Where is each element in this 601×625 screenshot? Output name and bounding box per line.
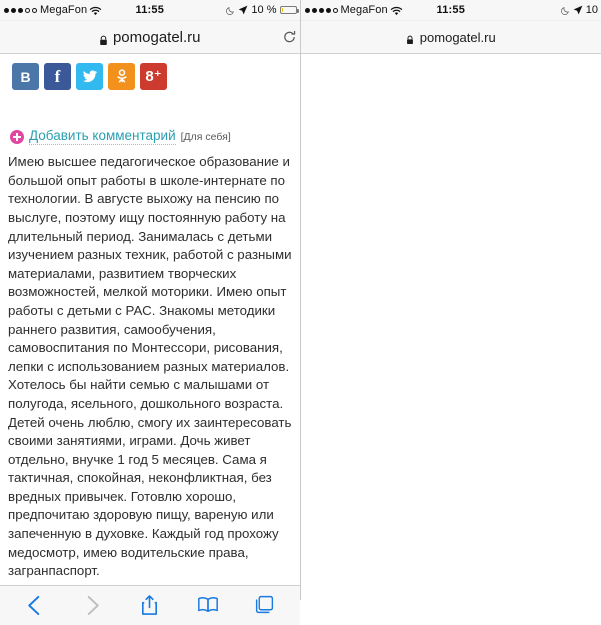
left-url-bar[interactable] (0, 21, 300, 54)
plus-circle-icon (10, 130, 24, 144)
right-url-bar[interactable] (301, 21, 601, 54)
share-vk-button[interactable]: B (12, 63, 39, 90)
safari-bottom-toolbar (0, 585, 300, 625)
location-arrow-icon (573, 5, 583, 15)
add-comment-link[interactable]: Добавить комментарий (29, 128, 176, 145)
share-google-plus-button[interactable]: 8⁺ (140, 63, 167, 90)
address-field[interactable] (406, 30, 496, 45)
share-button[interactable] (139, 594, 160, 617)
battery-percent-label: 10 (586, 4, 598, 16)
share-twitter-button[interactable] (76, 63, 103, 90)
add-comment-note: [Для себя] (181, 131, 231, 143)
wifi-icon (90, 7, 101, 16)
share-odnoklassniki-button[interactable] (108, 63, 135, 90)
left-status-bar (0, 0, 300, 21)
twitter-bird-icon (82, 70, 98, 84)
social-share-buttons (0, 54, 300, 90)
right-status-left (301, 4, 402, 16)
web-page-content (0, 54, 300, 625)
carrier-label: MegaFon (341, 4, 388, 16)
right-status-bar (301, 0, 601, 21)
reload-icon[interactable] (282, 30, 297, 45)
clock-label: 11:55 (301, 4, 601, 16)
left-status-right (226, 4, 299, 16)
location-arrow-icon (238, 5, 248, 15)
signal-strength-icon (305, 8, 338, 13)
moon-icon (561, 6, 570, 15)
add-comment-row[interactable] (0, 90, 300, 145)
signal-strength-icon (4, 8, 37, 13)
lock-icon (99, 33, 108, 44)
odnoklassniki-icon (116, 69, 128, 84)
url-text: pomogatel.ru (113, 29, 201, 46)
left-status-left (0, 4, 101, 16)
bookmarks-button[interactable] (197, 594, 218, 617)
lock-icon (406, 33, 415, 44)
clock-label: 11:55 (0, 4, 300, 16)
right-status-right (561, 4, 601, 16)
battery-icon (280, 6, 297, 14)
left-screenshot (0, 0, 301, 600)
back-button[interactable] (24, 594, 45, 617)
moon-icon (226, 6, 235, 15)
address-field[interactable] (99, 29, 201, 46)
tabs-button[interactable] (254, 594, 275, 617)
wifi-icon (391, 7, 402, 16)
url-text: pomogatel.ru (420, 30, 496, 45)
carrier-label: MegaFon (40, 4, 87, 16)
profile-description-text: Имею высшее педагогическое образование и большой опыт работы в школе-интернате по технологии. В августе выхожу на пенсию по выслуге, поэтому ищу постоянную работу на длительный период. Занималась с детьми изучением разных техник, работой с разными материалами, развитием творческих возможностей, мелкой моторики. Имею опыт работы с детьми с РАС. Знакомы методики раннего развития, самообучения, самовоспитания по Монтессори, рисования, лепки с использованием разных материалов. Хотелось бы найти семью с малышами от полугода, ясельного, дошкольного возраста. Детей очень люблю, смогу их заинтересовать своими занятиями, играми. Дочь живет отдельно, внучке 1 год 5 месяцев. Сама я тактичная, спокойная, неконфликтная, без вредных привычек. Готовлю хорошо, предпочитаю здоровую пищу, вареную или запеченную в духовке. Каждый год прохожу медосмотр, имею водительские права, загранпаспорт. (0, 145, 300, 581)
right-screenshot (301, 0, 601, 600)
battery-percent-label: 10 % (251, 4, 276, 16)
share-facebook-button[interactable]: f (44, 63, 71, 90)
forward-button (82, 594, 103, 617)
